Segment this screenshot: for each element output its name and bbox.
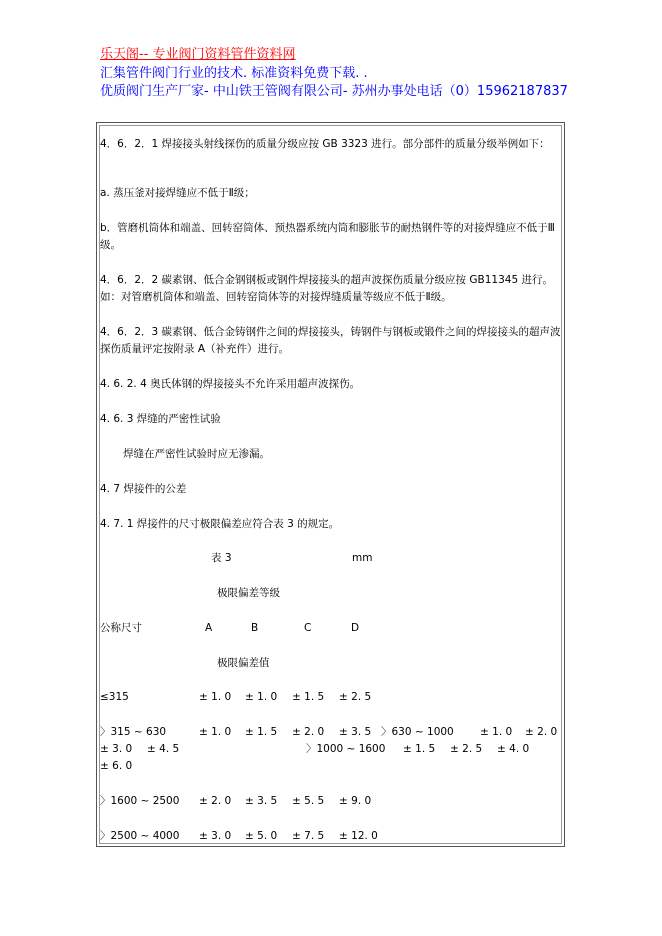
- table-cell: ± 9. 0: [339, 795, 372, 807]
- table-size-header: 公称尺寸: [100, 622, 142, 634]
- table-cell: ± 3. 0: [199, 830, 232, 842]
- table-caption: 表 3: [211, 552, 232, 564]
- paragraph-leak-test: 焊缝在严密性试验时应无渗漏。: [123, 448, 270, 460]
- table-row-size: 〉2500 ~ 4000: [100, 830, 180, 842]
- paragraph-item-a: a. 蒸压釜对接焊缝应不低于Ⅱ级；: [100, 187, 255, 199]
- section-heading-4-6-3: 4. 6. 3 焊缝的严密性试验: [100, 413, 221, 425]
- table-unit: mm: [352, 552, 373, 564]
- table-row-size: 〉630 ~ 1000: [381, 726, 454, 738]
- table-cell: ± 1. 0: [480, 726, 513, 738]
- grade-header-a: A: [205, 622, 213, 634]
- table-row-size: 〉315 ~ 630: [100, 726, 167, 738]
- table-cell: ± 6. 0: [100, 760, 133, 772]
- section-heading-4-7: 4. 7 焊接件的公差: [100, 483, 187, 495]
- paragraph-4-6-2-1: 4．6．2．1 焊接接头射线探伤的质量分级应按 GB 3323 进行。部分部件的质量分级举例如下：: [100, 138, 550, 150]
- table-cell: ± 1. 0: [199, 691, 232, 703]
- paragraph-4-7-1: 4. 7. 1 焊接件的尺寸极限偏差应符合表 3 的规定。: [100, 518, 340, 530]
- paragraph-item-b: b．管磨机筒体和端盖、回转窑筒体、预热器系统内筒和膨胀节的耐热钢件等的对接焊缝应不低于Ⅲ级。: [100, 222, 555, 251]
- table-cell: ± 3. 5: [245, 795, 278, 807]
- table-cell: ± 3. 0: [100, 743, 133, 755]
- site-tagline: 汇集管件阀门行业的技术. 标准资料免费下载. .: [100, 66, 368, 81]
- table-row-size: 〉1000 ~ 1600: [306, 743, 386, 755]
- table-cell: ± 2. 0: [525, 726, 558, 738]
- table-cell: ± 4. 5: [147, 743, 180, 755]
- table-cell: ± 5. 0: [245, 830, 278, 842]
- table-cell: ± 5. 5: [292, 795, 325, 807]
- table-cell: ± 1. 0: [245, 691, 278, 703]
- grade-header-c: C: [304, 622, 312, 634]
- table-cell: ± 1. 5: [403, 743, 436, 755]
- site-title-link[interactable]: 乐天阁-- 专业阀门资料管件资料网: [100, 47, 296, 62]
- paragraph-4-6-2-2: 4．6．2．2 碳素钢、低合金钢钢板或钢件焊接接头的超声波探伤质量分级应按 GB11345 进行。如：对管磨机筒体和端盖、回转窑筒体等的对接焊缝质量等级应不低于Ⅱ级。: [100, 274, 553, 303]
- table-cell: ± 1. 5: [245, 726, 278, 738]
- table-value-header: 极限偏差值: [217, 657, 270, 669]
- table-row-size: 〉1600 ~ 2500: [100, 795, 180, 807]
- paragraph-4-6-2-4: 4. 6. 2. 4 奥氏体钢的焊接接头不允许采用超声波探伤。: [100, 378, 361, 390]
- table-cell: ± 7. 5: [292, 830, 325, 842]
- table-cell: ± 12. 0: [339, 830, 378, 842]
- manufacturer-contact-line: 优质阀门生产厂家- 中山铁王管阀有限公司- 苏州办事处电话（0）15962187837: [100, 84, 568, 99]
- grade-header-b: B: [251, 622, 259, 634]
- table-cell: ± 1. 0: [199, 726, 232, 738]
- table-cell: ± 2. 5: [450, 743, 483, 755]
- paragraph-4-6-2-3: 4．6．2．3 碳素钢、低合金铸钢件之间的焊接接头，铸钢件与钢板或锻件之间的焊接接头的超声波探伤质量评定按附录 A（补充件）进行。: [100, 326, 561, 355]
- table-cell: ± 2. 0: [199, 795, 232, 807]
- table-cell: ± 4. 0: [497, 743, 530, 755]
- table-row-size: ≤315: [100, 691, 129, 703]
- table-cell: ± 1. 5: [292, 691, 325, 703]
- table-cell: ± 2. 5: [339, 691, 372, 703]
- table-group-header: 极限偏差等级: [217, 587, 280, 599]
- table-cell: ± 3. 5: [339, 726, 372, 738]
- table-cell: ± 2. 0: [292, 726, 325, 738]
- grade-header-d: D: [351, 622, 360, 634]
